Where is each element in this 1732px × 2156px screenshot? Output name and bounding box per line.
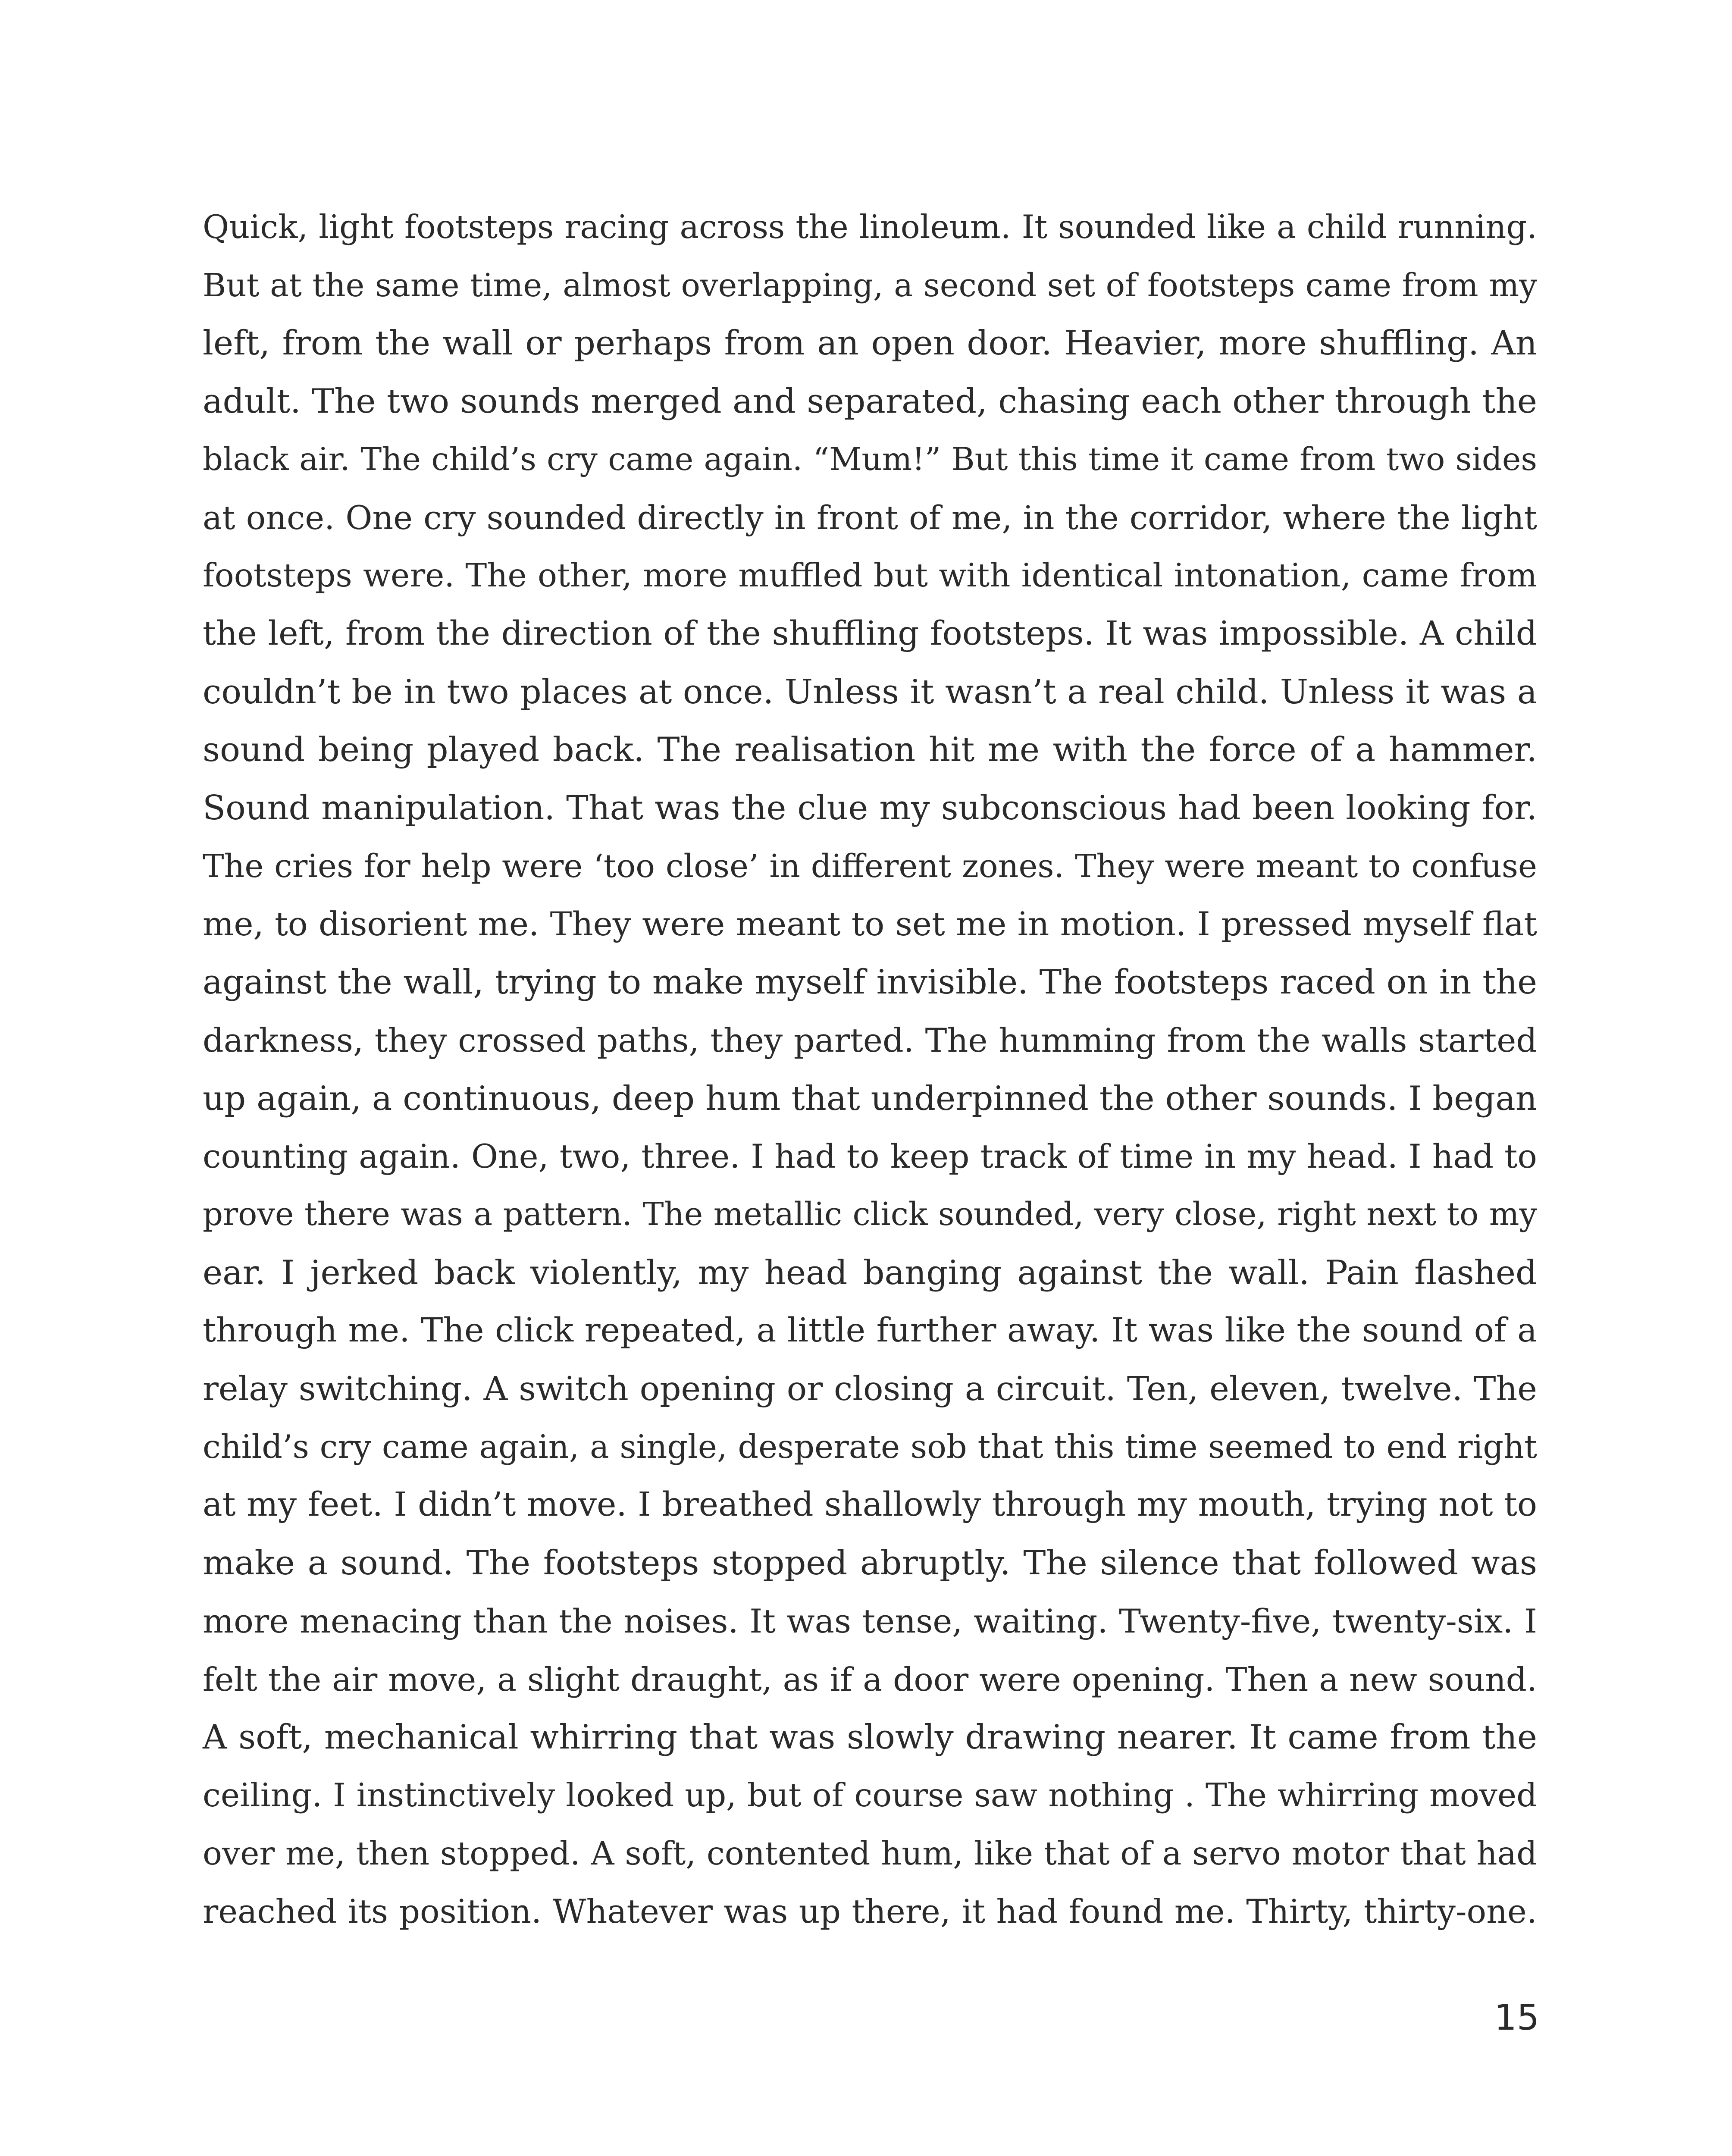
text-line: at my feet. I didn’t move. I breathed shallowly through my mouth, trying not to (203, 1485, 1537, 1524)
page-number: 15 (1494, 1997, 1539, 2038)
text-line: through me. The click repeated, a little further away. It was like the sound of a (203, 1311, 1537, 1350)
text-line: up again, a continuous, deep hum that underpinned the other sounds. I began (203, 1079, 1537, 1118)
text-line: relay switching. A switch opening or closing a circuit. Ten, eleven, twelve. The (203, 1369, 1537, 1409)
text-line: Quick, light footsteps racing across the linoleum. It sounded like a child running. (203, 208, 1537, 246)
text-line: make a sound. The footsteps stopped abruptly. The silence that followed was (203, 1544, 1537, 1583)
text-line: reached its position. Whatever was up there, it had found me. Thirty, thirty-one. (203, 1893, 1537, 1931)
text-line: The cries for help were ‘too close’ in different zones. They were meant to confuse (203, 847, 1537, 885)
text-line: Sound manipulation. That was the clue my subconscious had been looking for. (203, 789, 1537, 828)
text-line: child’s cry came again, a single, desperate sob that this time seemed to end right (203, 1428, 1537, 1466)
text-line: sound being played back. The realisation hit me with the force of a hammer. (203, 730, 1537, 770)
text-line: But at the same time, almost overlapping, a second set of footsteps came from my (203, 266, 1537, 304)
text-line: darkness, they crossed paths, they parted. The humming from the walls started (203, 1021, 1537, 1059)
text-line: black air. The child’s cry came again. “Mum!” But this time it came from two sides (203, 441, 1537, 478)
text-line: at once. One cry sounded directly in front of me, in the corridor, where the light (203, 498, 1537, 537)
text-line: left, from the wall or perhaps from an open door. Heavier, more shuffling. An (203, 324, 1537, 363)
text-line: counting again. One, two, three. I had to keep track of time in my head. I had to (203, 1138, 1537, 1176)
text-line: felt the air move, a slight draught, as if a door were opening. Then a new sound. (203, 1660, 1537, 1698)
text-line: more menacing than the noises. It was tense, waiting. Twenty-five, twenty-six. I (203, 1601, 1537, 1640)
text-line: prove there was a pattern. The metallic click sounded, very close, right next to my (203, 1196, 1537, 1233)
body-paragraph (203, 198, 1537, 1941)
text-line: couldn’t be in two places at once. Unless it wasn’t a real child. Unless it was a (203, 672, 1537, 711)
text-line: against the wall, trying to make myself invisible. The footsteps raced on in the (203, 963, 1537, 1002)
text-line: footsteps were. The other, more muffled but with identical intonation, came from (203, 557, 1537, 595)
text-line: adult. The two sounds merged and separated, chasing each other through the (203, 382, 1537, 421)
text-line: me, to disorient me. They were meant to set me in motion. I pressed myself flat (203, 905, 1537, 943)
text-line: ceiling. I instinctively looked up, but of course saw nothing . The whirring moved (203, 1776, 1537, 1814)
text-line: ear. I jerked back violently, my head banging against the wall. Pain flashed (203, 1253, 1537, 1292)
text-line: the left, from the direction of the shuffling footsteps. It was impossible. A child (203, 614, 1537, 653)
text-line: over me, then stopped. A soft, contented hum, like that of a servo motor that had (203, 1834, 1537, 1872)
text-line: A soft, mechanical whirring that was slowly drawing nearer. It came from the (203, 1718, 1537, 1757)
